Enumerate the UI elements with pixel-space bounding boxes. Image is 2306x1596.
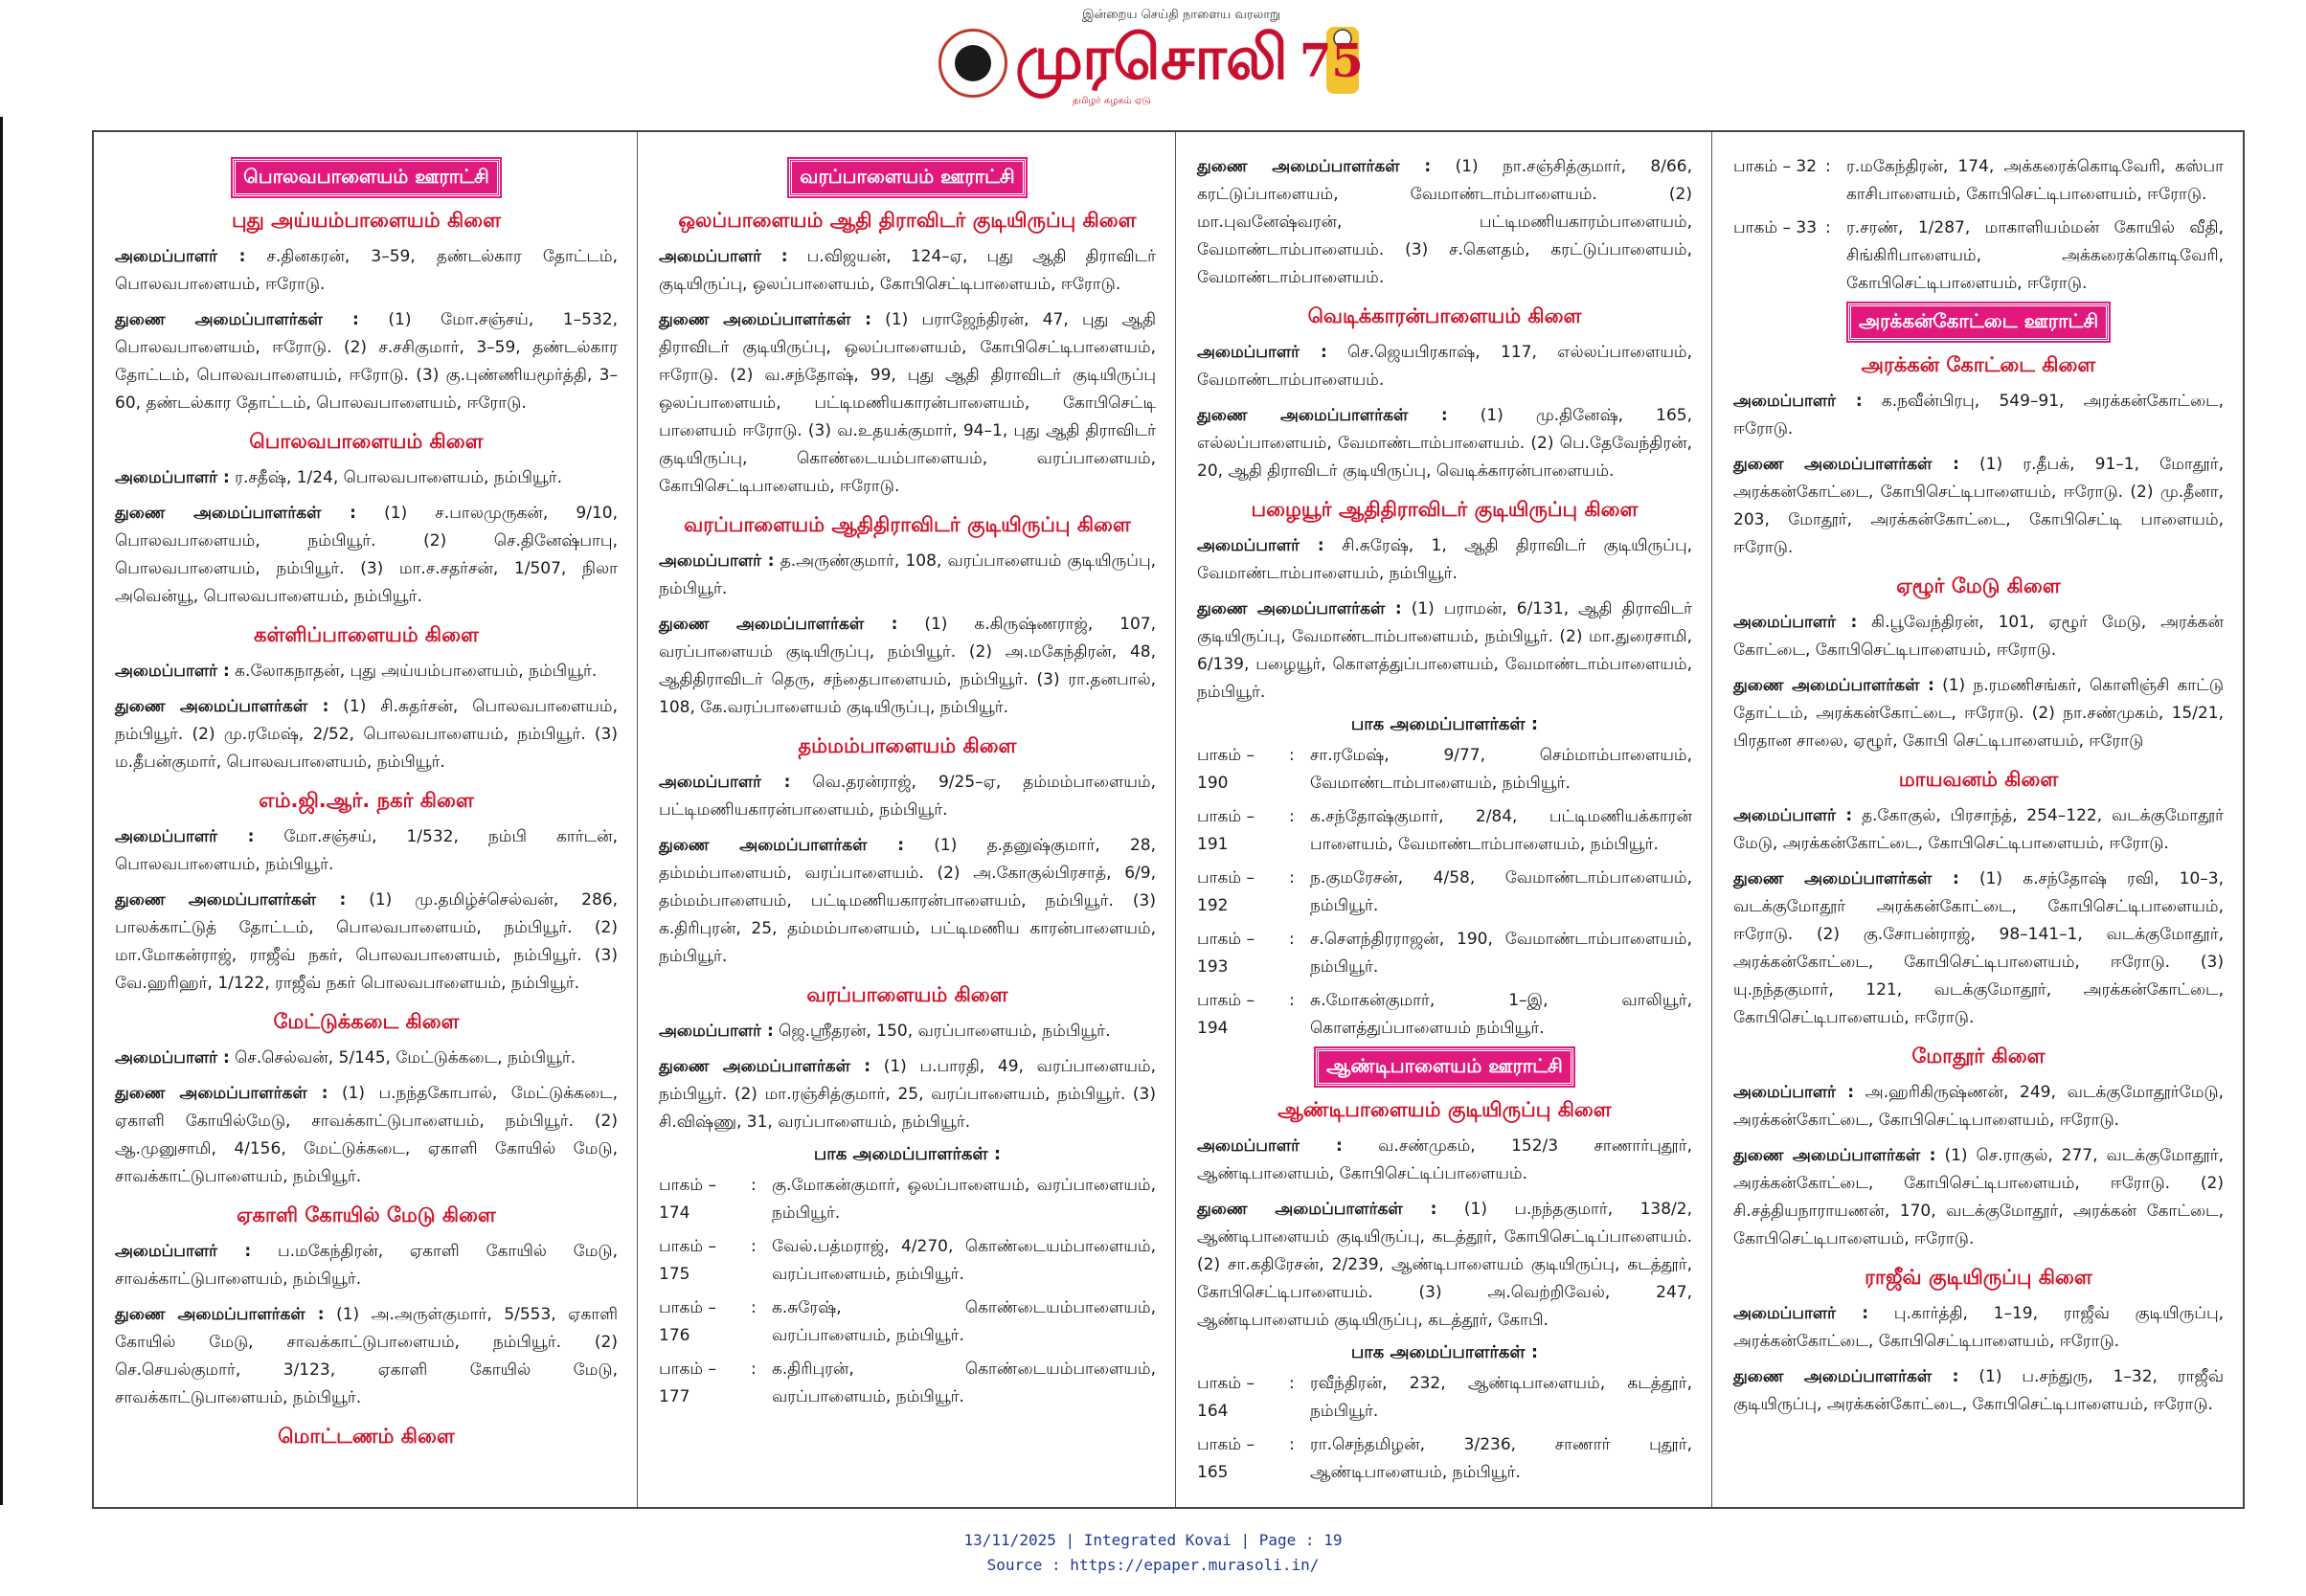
panchayat-tag: அரக்கன்கோட்டை ஊராட்சி (1848, 303, 2109, 341)
branch-heading: அரக்கன் கோட்டை கிளை (1861, 353, 2096, 376)
booth-row: பாகம் – 174 : கு.மோகன்குமார், ஒலப்பாளையம், வரப்பாளையம், நம்பியூர். (659, 1172, 1156, 1227)
entry-label: அமைப்பாளர் : (1733, 613, 1858, 632)
booth-row: பாகம் – 190 : சா.ரமேஷ், 9/77, செம்மாம்பாளையம், வேமாண்டாம்பாளையம், நம்பியூர். (1197, 742, 1692, 798)
panchayat-tag: பொலவபாளையம் ஊராட்சி (233, 159, 500, 196)
entry-label: அமைப்பாளர் : (115, 662, 230, 681)
booth-row: பாகம் – 164 : ரவீந்திரன், 232, ஆண்டிபாளையம், கடத்தூர், நம்பியூர். (1197, 1370, 1692, 1426)
panchayat-tag: ஆண்டிபாளையம் ஊராட்சி (1316, 1048, 1573, 1086)
booth-organizer: க.திரிபுரன், கொண்டையம்பாளையம், வரப்பாளையம், நம்பியூர். (772, 1360, 1156, 1406)
page-edge-rule (0, 117, 3, 1505)
entry-label: அமைப்பாளர் : (1733, 1083, 1855, 1102)
entry-label: அமைப்பாளர் : (659, 773, 791, 792)
entry-label: அமைப்பாளர் : (115, 827, 255, 846)
entry-text: பு.கார்த்தி, 1–19, ராஜீவ் குடியிருப்பு, அரக்கன்கோட்டை, கோபிசெட்டிபாளையம், ஈரோடு. (1733, 1304, 2224, 1351)
entry-label: அமைப்பாளர் : (115, 1048, 230, 1068)
entry-text: (1) செ.ராகுல், 277, வடக்குமோதூர், அரக்கன்கோட்டை, கோபிசெட்டிபாளையம், ஈரோடு. (2) சி.சத்தியநாராயணன், 170, வடக்குமோதூர், அரக்கன் கோட்டை, கோபிசெட்டிபாளையம், ஈரோடு. (1733, 1146, 2224, 1248)
newspaper-title: முரசொலி (1015, 23, 1287, 94)
entry-text: (1) மு.தினேஷ், 165, எல்லப்பாளையம், வேமாண்டாம்பாளையம். (2) பெ.தேவேந்திரன், 20, ஆதி திராவிடர் குடியிருப்பு, வெடிக்காரன்பாளையம். (1197, 406, 1692, 481)
entry-text: செ.ஜெயபிரகாஷ், 117, எல்லப்பாளையம், வேமாண்டாம்பாளையம். (1197, 343, 1693, 390)
masthead-subtitle: தமிழர் கழகம் ஏடு (1073, 96, 1151, 106)
branch-heading: வரப்பாளையம் ஆதிதிராவிடர் குடியிருப்பு கிளை (684, 513, 1131, 536)
entry-text: மோ.சஞ்சய், 1/532, நம்பி கார்டன், பொலவபாளையம், நம்பியூர். (115, 827, 619, 874)
masthead-tagline: இன்றைய செய்தி நாளைய வரலாறு (1082, 8, 1280, 22)
booth-number: பாகம் – 174 (659, 1176, 716, 1223)
organizer-entry (659, 769, 1156, 824)
branch-heading: வரப்பாளையம் கிளை (806, 983, 1008, 1006)
entry-text: வெ.தரன்ராஜ், 9/25–ஏ, தம்மம்பாளையம், பட்டிமணியகாரன்பாளையம், நம்பியூர். (659, 773, 1157, 820)
deputy-organizers-entry (1733, 1363, 2224, 1419)
booth-number: பாகம் – 32 (1733, 157, 1818, 176)
branch-heading: ஒலப்பாளையம் ஆதி திராவிடர் குடியிருப்பு கிளை (678, 209, 1137, 232)
entry-text: (1) பராஜேந்திரன், 47, புது ஆதி திராவிடர் குடியிருப்பு, ஒலப்பாளையம், கோபிசெட்டிபாளையம், ஈரோடு. (2) வ.சந்தோஷ், 99, புது ஆதி திராவிடர் குடியிருப்பு ஒலப்பாளையம், பட்டிமணியகாரன்பாளையம், கோபிசெட்டி பாளையம் ஈரோடு. (3) வ.உதயக்குமார், 94–1, புது ஆதி திராவிடர் குடியிருப்பு, கொண்டையம்பாளையம், வரப்பாளையம், கோபிசெட்டிபாளையம், ஈரோடு. (659, 310, 1157, 496)
organizer-entry (1733, 1079, 2224, 1135)
branch-heading: புது அய்யம்பாளையம் கிளை (231, 209, 502, 232)
entry-text: த.அருண்குமார், 108, வரப்பாளையம் குடியிருப்பு, நம்பியூர். (659, 551, 1157, 598)
entry-text: ப.விஜயன், 124–ஏ, புது ஆதி திராவிடர் குடியிருப்பு, ஒலப்பாளையம், கோபிசெட்டிபாளையம், ஈரோடு. (659, 247, 1156, 294)
entry-label: துணை அமைப்பாளர்கள் : (1733, 676, 1934, 695)
footer-source-link[interactable]: Source : https://epaper.murasoli.in/ (986, 1556, 1320, 1574)
branch-heading: மொட்டணம் கிளை (278, 1425, 455, 1448)
organizer-entry (1733, 388, 2224, 443)
entry-label: அமைப்பாளர் : (659, 551, 775, 571)
entry-label: அமைப்பாளர் : (1197, 343, 1327, 362)
booth-organizer: க.சுரேஷ், கொண்டையம்பாளையம், வரப்பாளையம், நம்பியூர். (772, 1298, 1156, 1345)
entry-label: துணை அமைப்பாளர்கள் : (115, 890, 347, 910)
deputy-organizers-entry (1197, 402, 1692, 485)
organizer-entry (115, 464, 618, 492)
booth-organizer: ந.குமரேசன், 4/58, வேமாண்டாம்பாளையம், நம்பியூர். (1310, 868, 1692, 915)
entry-label: துணை அமைப்பாளர்கள் : (659, 1057, 870, 1076)
organizer-entry (659, 243, 1156, 299)
entry-text: (1) ச.பாலமுருகன், 9/10, பொலவபாளையம், நம்பியூர். (2) செ.தினேஷ்பாபு, பொலவபாளையம், நம்பியூர். (3) மா.ச.சதர்சன், 1/507, நிலா அவென்யூ, பொலவபாளையம், நம்பியூர். (115, 504, 618, 606)
booth-row: பாகம் – 177 : க.திரிபுரன், கொண்டையம்பாளையம், வரப்பாளையம், நம்பியூர். (659, 1356, 1156, 1411)
deputy-organizers-entry (115, 887, 618, 998)
branch-heading: மோதூர் கிளை (1911, 1045, 2046, 1068)
entry-text: ர.சதீஷ், 1/24, பொலவபாளையம், நம்பியூர். (229, 468, 563, 487)
organizer-entry (1197, 1133, 1692, 1188)
organizer-entry (1733, 609, 2224, 664)
booth-row: பாகம் – 175 : வேல்.பத்மராஜ், 4/270, கொண்டையம்பாளையம், வரப்பாளையம், நம்பியூர். (659, 1233, 1156, 1289)
booth-number: பாகம் – 194 (1197, 991, 1255, 1038)
entry-text: (1) ப.நந்தகோபால், மேட்டுக்கடை, ஏகாளி கோயில்மேடு, சாவக்காட்டுபாளையம், நம்பியூர். (2) ஆ.முனுசாமி, 4/156, மேட்டுக்கடை, ஏகாளி கோயில் மேடு, சாவக்காட்டுபாளையம், நம்பியூர். (115, 1084, 618, 1186)
entry-label: துணை அமைப்பாளர்கள் : (659, 310, 871, 329)
organizer-entry (659, 548, 1156, 603)
branch-heading: எம்.ஜி.ஆர். நகர் கிளை (259, 789, 474, 812)
booth-row: பாகம் – 194 : சு.மோகன்குமார், 1–இ, வாலியூர், கொளத்துப்பாளையம் நம்பியூர். (1197, 987, 1692, 1043)
deputy-organizers-entry (115, 1080, 618, 1191)
booth-number: பாகம் – 175 (659, 1237, 716, 1284)
entry-label: அமைப்பாளர் : (115, 1242, 252, 1261)
booth-organizer: ரா.செந்தமிழன், 3/236, சாணார் புதூர், ஆண்டிபாளையம், நம்பியூர். (1310, 1435, 1692, 1482)
entry-text: ப.மகேந்திரன், ஏகாளி கோயில் மேடு, சாவக்காட்டுபாளையம், நம்பியூர். (115, 1242, 619, 1289)
branch-heading: ஏழூர் மேடு கிளை (1896, 574, 2061, 597)
organizer-entry (115, 1045, 618, 1072)
branch-heading: கள்ளிப்பாளையம் கிளை (254, 623, 479, 646)
organizer-entry (115, 243, 618, 299)
anniversary-75-icon (1298, 17, 1374, 108)
deputy-organizers-entry (115, 500, 618, 611)
entry-label: துணை அமைப்பாளர்கள் : (659, 836, 905, 855)
booth-row: பாகம் – 165 : ரா.செந்தமிழன், 3/236, சாணார் புதூர், ஆண்டிபாளையம், நம்பியூர். (1197, 1431, 1692, 1487)
entry-label: அமைப்பாளர் : (115, 468, 230, 487)
booth-row: பாகம் – 191 : க.சந்தோஷ்குமார், 2/84, பட்டிமணியக்காரன் பாளையம், வேமாண்டாம்பாளையம், நம்பியூர். (1197, 803, 1692, 859)
deputy-organizers-entry (1733, 865, 2224, 1032)
organizer-entry (1733, 1300, 2224, 1356)
column-1 (94, 132, 637, 1507)
booth-organizer: ச.சௌந்திரராஜன், 190, வேமாண்டாம்பாளையம், நம்பியூர். (1310, 930, 1692, 977)
entry-text: ச.தினகரன், 3–59, தண்டல்கார தோட்டம், பொலவபாளையம், ஈரோடு. (115, 247, 619, 294)
entry-label: அமைப்பாளர் : (1733, 392, 1863, 411)
deputy-organizers-entry (659, 1053, 1156, 1136)
booth-organizers-heading: பாக அமைப்பாளர்கள் : (1350, 714, 1539, 734)
deputy-organizers-entry (1733, 1142, 2224, 1253)
anniversary-emblem (1298, 17, 1374, 108)
entry-text: சி.சுரேஷ், 1, ஆதி திராவிடர் குடியிருப்பு, வேமாண்டாம்பாளையம், நம்பியூர். (1197, 536, 1693, 583)
organizer-entry (1733, 802, 2224, 858)
entry-label: துணை அமைப்பாளர்கள் : (1733, 455, 1959, 474)
entry-text: (1) ப.நந்தகுமார், 138/2, ஆண்டிபாளையம் குடியிருப்பு, கடத்தூர், கோபிசெட்டிப்பாளையம். (2) சா.கதிரேசன், 2/239, ஆண்டிபாளையம் குடியிருப்பு, கடத்தூர், கோபிசெட்டிபாளையம். (3) அ.வெற்றிவேல், 247, ஆண்டிபாளையம் குடியிருப்பு, கடத்தூர், கோபி. (1197, 1200, 1693, 1330)
deputy-organizers-entry (1733, 672, 2224, 755)
branch-heading: ராஜீவ் குடியிருப்பு கிளை (1865, 1266, 2092, 1289)
booth-number: பாகம் – 192 (1197, 868, 1255, 915)
entry-label: துணை அமைப்பாளர்கள் : (115, 504, 356, 523)
column-4 (1711, 132, 2243, 1507)
masthead (0, 0, 2306, 120)
booth-organizer: க.சந்தோஷ்குமார், 2/84, பட்டிமணியக்காரன் பாளையம், வேமாண்டாம்பாளையம், நம்பியூர். (1310, 807, 1692, 854)
booth-number: பாகம் – 176 (659, 1298, 716, 1345)
anniversary-number: 75 (1300, 34, 1364, 88)
entry-label: துணை அமைப்பாளர்கள் : (1197, 599, 1402, 618)
entry-label: துணை அமைப்பாளர்கள் : (115, 310, 359, 329)
newspaper-logo (938, 8, 1379, 113)
deputy-organizers-entry (659, 832, 1156, 971)
entry-text: (1) பராமன், 6/131, ஆதி திராவிடர் குடியிருப்பு, வேமாண்டாம்பாளையம், நம்பியூர். (2) மா.துரைசாமி, 6/139, பழையூர், கொளத்துப்பாளையம், வேமாண்டாம்பாளையம், நம்பியூர். (1197, 599, 1692, 702)
article-frame (92, 130, 2245, 1509)
booth-organizer: ர.மகேந்திரன், 174, அக்கரைக்கொடிவேரி, கஸ்பா காசிபாளையம், கோபிசெட்டிபாளையம், ஈரோடு. (1846, 157, 2224, 204)
organizer-entry (659, 1018, 1156, 1045)
organizer-entry (115, 823, 618, 879)
entry-label: அமைப்பாளர் : (659, 247, 788, 266)
booth-organizer: சா.ரமேஷ், 9/77, செம்மாம்பாளையம், வேமாண்டாம்பாளையம், நம்பியூர். (1310, 746, 1692, 793)
branch-heading: வெடிக்காரன்பாளையம் கிளை (1307, 304, 1582, 327)
entry-text: (1) க.கிருஷ்ணராஜ், 107, வரப்பாளையம் குடியிருப்பு, நம்பியூர். (2) அ.மகேந்திரன், 48, ஆதிதிராவிடர் தெரு, சந்தைபாளையம், நம்பியூர். (3) ரா.தனபால், 108, கே.வரப்பாளையம் குடியிருப்பு, நம்பியூர். (659, 615, 1156, 717)
entry-text: (1) நா.சஞ்சித்குமார், 8/66, கரட்டுப்பாளையம், வேமாண்டாம்பாளையம். (2) மா.புவனேஷ்வரன், பட்டிமணியகாரம்பாளையம், வேமாண்டாம்பாளையம். (3) ச.கௌதம், கரட்டுப்பாளையம், வேமாண்டாம்பாளையம். (1197, 157, 1693, 287)
entry-text: (1) சி.சுதர்சன், பொலவபாளையம், நம்பியூர். (2) மு.ரமேஷ், 2/52, பொலவபாளையம், நம்பியூர். (3) ம.தீபன்குமார், பொலவபாளையம், நம்பியூர். (115, 697, 618, 772)
deputy-organizers-entry (659, 611, 1156, 722)
entry-text: ஜெ.ஸ்ரீதரன், 150, வரப்பாளையம், நம்பியூர். (773, 1022, 1111, 1041)
entry-text: க.நவீன்பிரபு, 549–91, அரக்கன்கோட்டை, ஈரோடு. (1733, 392, 2225, 438)
column-2 (637, 132, 1175, 1507)
entry-text: (1) ந.ரமணிசங்கர், கொளிஞ்சி காட்டு தோட்டம், அரக்கன்கோட்டை, ஈரோடு. (2) நா.சண்முகம், 15/21, பிரதான சாலை, ஏழூர், கோபி செட்டிபாளையம், ஈரோடு (1733, 676, 2224, 751)
branch-heading: ஆண்டிபாளையம் குடியிருப்பு கிளை (1277, 1098, 1612, 1121)
branch-heading: ஏகாளி கோயில் மேடு கிளை (237, 1203, 496, 1226)
booth-number: பாகம் – 164 (1197, 1374, 1255, 1421)
entry-text: க.லோகநாதன், புது அய்யம்பாளையம், நம்பியூர். (229, 662, 598, 681)
deputy-organizers-entry (659, 306, 1156, 501)
booth-organizer: வேல்.பத்மராஜ், 4/270, கொண்டையம்பாளையம், வரப்பாளையம், நம்பியூர். (772, 1237, 1156, 1284)
deputy-organizers-entry (1197, 1196, 1692, 1335)
entry-text: (1) ப.சந்துரு, 1–32, ராஜீவ் குடியிருப்பு, அரக்கன்கோட்டை, கோபிசெட்டிபாளையம், ஈரோடு. (1733, 1367, 2225, 1414)
organizer-entry (115, 658, 618, 686)
deputy-organizers-entry (1733, 451, 2224, 562)
entry-label: அமைப்பாளர் : (1733, 806, 1853, 825)
branch-heading: பொலவபாளையம் கிளை (249, 430, 484, 453)
booth-number: பாகம் – 191 (1197, 807, 1255, 854)
branch-heading: தம்மம்பாளையம் கிளை (798, 734, 1017, 757)
footer-date-edition: 13/11/2025 | Integrated Kovai | Page : 19 (963, 1531, 1343, 1549)
booth-number: பாகம் – 177 (659, 1360, 716, 1406)
column-3 (1175, 132, 1711, 1507)
deputy-organizers-entry (115, 306, 618, 417)
entry-label: துணை அமைப்பாளர்கள் : (1197, 1200, 1437, 1219)
entry-label: துணை அமைப்பாளர்கள் : (1733, 1367, 1959, 1386)
booth-row: பாகம் – 193 : ச.சௌந்திரராஜன், 190, வேமாண்டாம்பாளையம், நம்பியூர். (1197, 926, 1692, 981)
entry-label: துணை அமைப்பாளர்கள் : (1197, 157, 1432, 176)
deputy-organizers-entry (1197, 596, 1692, 707)
entry-label: அமைப்பாளர் : (115, 247, 246, 266)
organizer-entry (1197, 339, 1692, 394)
entry-label: அமைப்பாளர் : (1197, 536, 1324, 555)
page-footer (0, 1528, 2306, 1578)
booth-row: பாகம் – 33 : ர.சரண், 1/287, மாகாளியம்மன் கோயில் வீதி, சிங்கிரிபாளையம், அக்கரைக்கொடிவேரி, கோபிசெட்டிபாளையம், ஈரோடு. (1733, 214, 2224, 298)
entry-label: அமைப்பாளர் : (1197, 1136, 1343, 1156)
entry-label: அமைப்பாளர் : (659, 1022, 774, 1041)
deputy-organizers-entry (115, 1301, 618, 1412)
branch-heading: மாயவனம் கிளை (1898, 768, 2059, 791)
entry-label: துணை அமைப்பாளர்கள் : (115, 1305, 325, 1324)
booth-number: பாகம் – 33 (1733, 218, 1818, 237)
booth-organizers-heading: பாக அமைப்பாளர்கள் : (813, 1144, 1002, 1164)
booth-organizer: ரவீந்திரன், 232, ஆண்டிபாளையம், கடத்தூர், நம்பியூர். (1310, 1374, 1692, 1421)
booth-organizer: சு.மோகன்குமார், 1–இ, வாலியூர், கொளத்துப்பாளையம் நம்பியூர். (1310, 991, 1692, 1038)
booth-organizer: கு.மோகன்குமார், ஒலப்பாளையம், வரப்பாளையம், நம்பியூர். (772, 1176, 1156, 1223)
booth-organizers-heading: பாக அமைப்பாளர்கள் : (1350, 1342, 1539, 1362)
booth-number: பாகம் – 193 (1197, 930, 1255, 977)
entry-text: (1) ப.பாரதி, 49, வரப்பாளையம், நம்பியூர். (2) மா.ரஞ்சித்குமார், 25, வரப்பாளையம், நம்பியூர். (3) சி.விஷ்ணு, 31, வரப்பாளையம், நம்பியூர். (659, 1057, 1156, 1132)
panchayat-tag: வரப்பாளையம் ஊராட்சி (789, 159, 1025, 196)
entry-label: துணை அமைப்பாளர்கள் : (115, 1084, 328, 1103)
branch-heading: பழையூர் ஆதிதிராவிடர் குடியிருப்பு கிளை (1251, 498, 1639, 521)
entry-text: (1) மோ.சஞ்சய், 1–532, பொலவபாளையம், ஈரோடு. (2) ச.சசிகுமார், 3–59, தண்டல்கார தோட்டம், பொலவபாளையம், ஈரோடு. (3) கு.புண்ணியமூர்த்தி, 3–60, தண்டல்கார தோட்டம், பொலவபாளையம், ஈரோடு. (115, 310, 619, 413)
entry-text: அ.ஹரிகிருஷ்ணன், 249, வடக்குமோதூர்மேடு, அரக்கன்கோட்டை, கோபிசெட்டிபாளையம், ஈரோடு. (1733, 1083, 2224, 1130)
entry-label: துணை அமைப்பாளர்கள் : (1197, 406, 1448, 425)
booth-number: பாகம் – 165 (1197, 1435, 1255, 1482)
entry-text: (1) மு.தமிழ்ச்செல்வன், 286, பாலக்காட்டுத் தோட்டம், பொலவபாளையம், நம்பியூர். (2) மா.மோகன்ராஜ், ராஜீவ் நகர், பொலவபாளையம், நம்பியூர். (3) வே.ஹரிஹர், 1/122, ராஜீவ் நகர் பொலவபாளையம், நம்பியூர். (115, 890, 618, 993)
entry-text: வ.சண்முகம், 152/3 சாணார்புதூர், ஆண்டிபாளையம், கோபிசெட்டிப்பாளையம். (1197, 1136, 1693, 1183)
party-seal-icon (938, 29, 1007, 98)
entry-label: துணை அமைப்பாளர்கள் : (1733, 869, 1959, 888)
entry-label: துணை அமைப்பாளர்கள் : (659, 615, 898, 634)
entry-label: துணை அமைப்பாளர்கள் : (1733, 1146, 1936, 1165)
organizer-entry (115, 1238, 618, 1293)
booth-row: பாகம் – 176 : க.சுரேஷ், கொண்டையம்பாளையம், வரப்பாளையம், நம்பியூர். (659, 1294, 1156, 1350)
deputy-organizers-entry (1197, 153, 1692, 292)
organizer-entry (1197, 532, 1692, 588)
entry-text: (1) க.சந்தோஷ் ரவி, 10–3, வடக்குமோதூர் அரக்கன்கோட்டை, கோபிசெட்டிபாளையம், ஈரோடு. (2) கு.சோபன்ராஜ், 98–141–1, வடக்குமோதூர், அரக்கன்கோட்டை, கோபிசெட்டிபாளையம், ஈரோடு. (3) யு.நந்தகுமார், 121, வடக்குமோதூர், அரக்கன்கோட்டை, கோபிசெட்டிபாளையம், ஈரோடு. (1733, 869, 2224, 1027)
branch-heading: மேட்டுக்கடை கிளை (273, 1010, 460, 1033)
entry-text: (1) ர.தீபக், 91–1, மோதூர், அரக்கன்கோட்டை, கோபிசெட்டிபாளையம், ஈரோடு. (2) மு.தீனா, 203, மோதூர், அரக்கன்கோட்டை, கோபிசெட்டி பாளையம், ஈரோடு. (1733, 455, 2224, 557)
booth-row: பாகம் – 32 : ர.மகேந்திரன், 174, அக்கரைக்கொடிவேரி, கஸ்பா காசிபாளையம், கோபிசெட்டிபாளையம், ஈரோடு. (1733, 153, 2224, 209)
entry-text: (1) த.தனுஷ்குமார், 28, தம்மம்பாளையம், வரப்பாளையம். (2) அ.கோகுல்பிரசாத், 6/9, தம்மம்பாளையம், பட்டிமணியகாரன்பாளையம், நம்பியூர். (3) க.திரிபுரன், 25, தம்மம்பாளையம், பட்டிமணிய காரன்பாளையம், நம்பியூர். (659, 836, 1156, 966)
entry-text: கி.பூவேந்திரன், 101, ஏழூர் மேடு, அரக்கன் கோட்டை, கோபிசெட்டிபாளையம், ஈரோடு. (1733, 613, 2224, 660)
entry-label: அமைப்பாளர் : (1733, 1304, 1869, 1323)
booth-row: பாகம் – 192 : ந.குமரேசன், 4/58, வேமாண்டாம்பாளையம், நம்பியூர். (1197, 865, 1692, 920)
entry-text: (1) அ.அருள்குமார், 5/553, ஏகாளி கோயில் மேடு, சாவக்காட்டுபாளையம், நம்பியூர். (2) செ.செயல்குமார், 3/123, ஏகாளி கோயில் மேடு, சாவக்காட்டுபாளையம், நம்பியூர். (115, 1305, 618, 1407)
entry-label: துணை அமைப்பாளர்கள் : (115, 697, 329, 716)
entry-text: செ.செல்வன், 5/145, மேட்டுக்கடை, நம்பியூர். (229, 1048, 576, 1068)
booth-organizer: ர.சரண், 1/287, மாகாளியம்மன் கோயில் வீதி, சிங்கிரிபாளையம், அக்கரைக்கொடிவேரி, கோபிசெட்டிபாளையம், ஈரோடு. (1846, 218, 2224, 293)
deputy-organizers-entry (115, 693, 618, 776)
booth-number: பாகம் – 190 (1197, 746, 1255, 793)
entry-text: த.கோகுல், பிரசாந்த், 254–122, வடக்குமோதூர் மேடு, அரக்கன்கோட்டை, கோபிசெட்டிபாளையம், ஈரோடு. (1733, 806, 2224, 853)
